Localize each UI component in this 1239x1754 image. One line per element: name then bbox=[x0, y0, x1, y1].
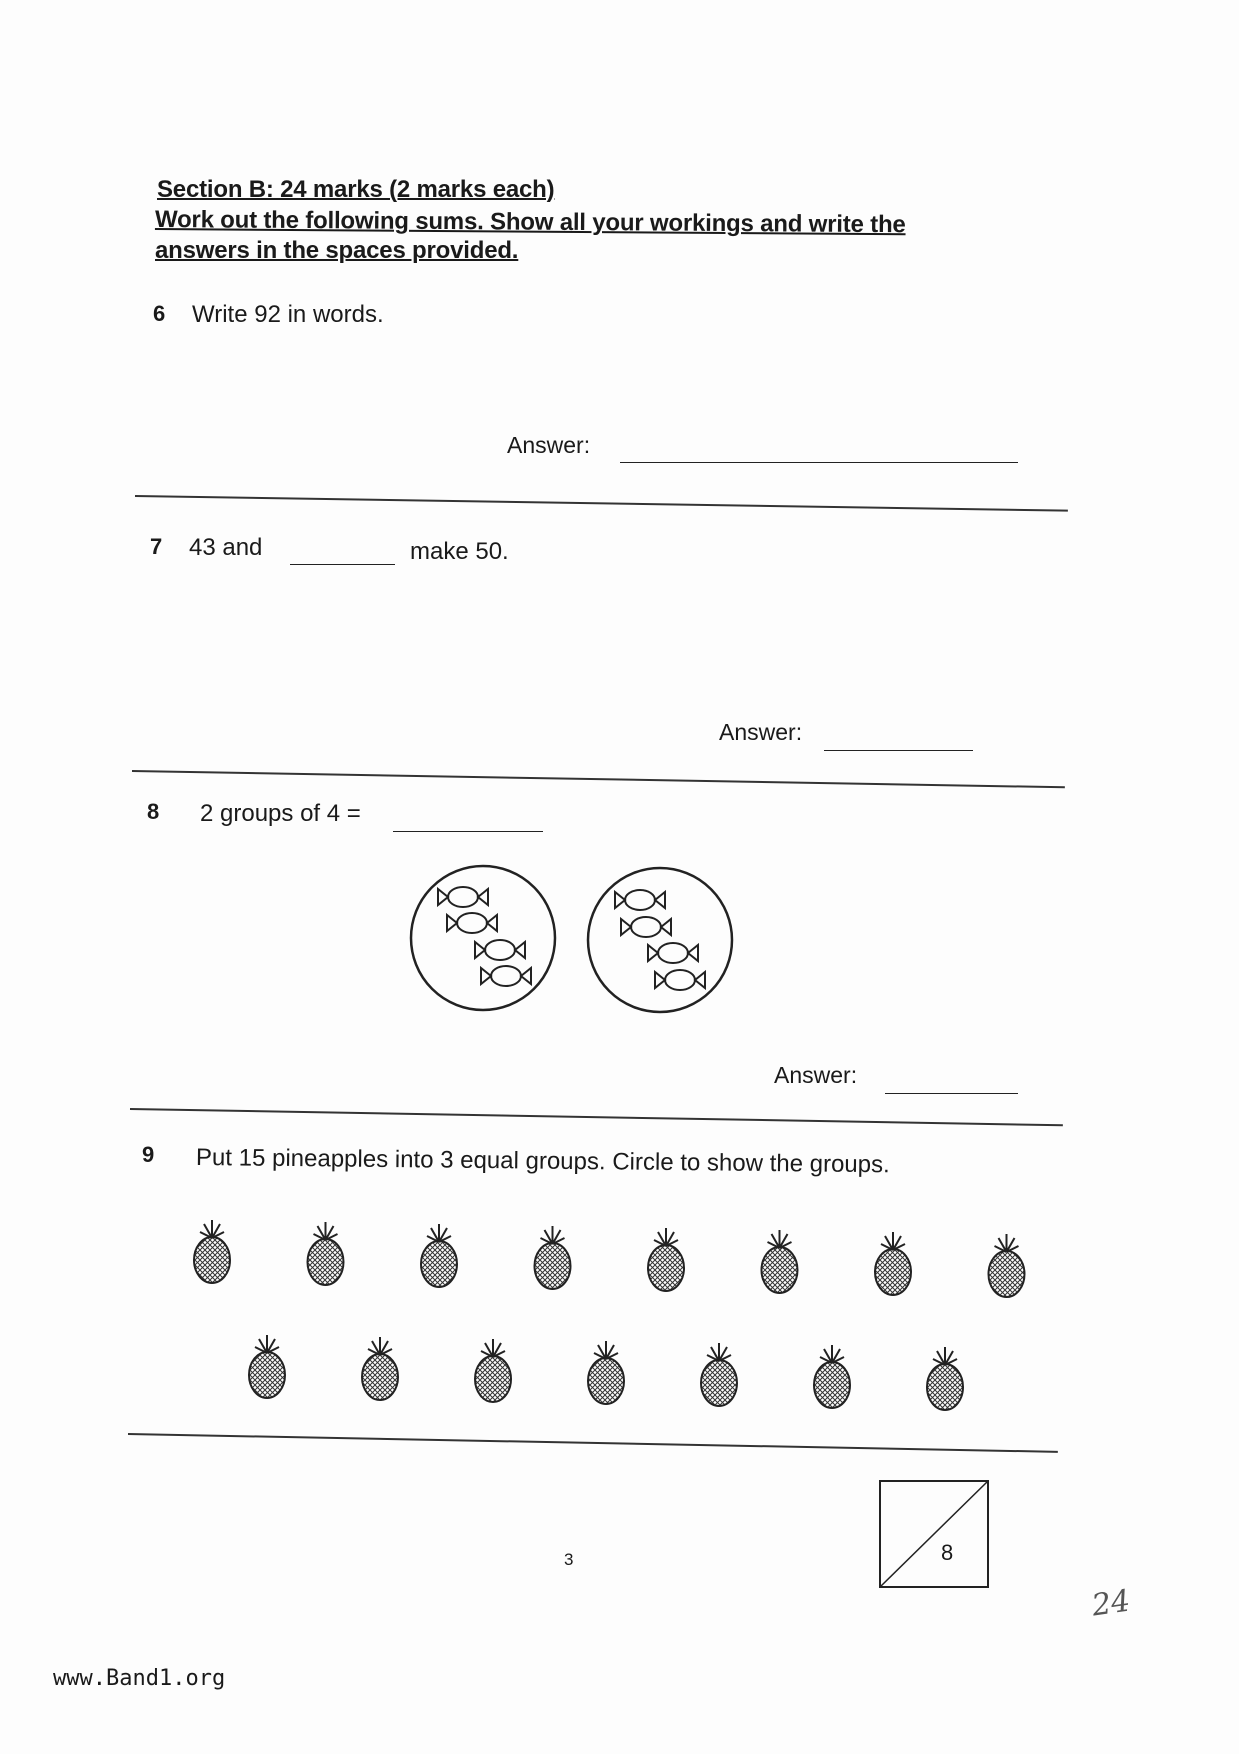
question-7-inline-blank[interactable] bbox=[290, 564, 395, 565]
question-8-inline-blank[interactable] bbox=[393, 831, 543, 832]
pineapple[interactable] bbox=[989, 1234, 1025, 1297]
pineapple[interactable] bbox=[701, 1343, 737, 1406]
question-8-answer-label: Answer: bbox=[774, 1062, 858, 1088]
score-box-total: 8 bbox=[941, 1540, 954, 1565]
pineapple[interactable] bbox=[308, 1222, 344, 1285]
pineapple[interactable] bbox=[762, 1230, 798, 1293]
question-7-text-before: 43 and bbox=[189, 534, 263, 561]
pineapple[interactable] bbox=[194, 1220, 230, 1283]
section-instruction-line1: Work out the following sums. Show all your workings and write the bbox=[154, 206, 906, 239]
question-6-answer-line[interactable] bbox=[620, 462, 1018, 463]
pineapple[interactable] bbox=[421, 1224, 457, 1287]
pineapple[interactable] bbox=[362, 1337, 398, 1400]
sweets-group-1 bbox=[411, 866, 555, 1010]
question-8-answer-line[interactable] bbox=[885, 1093, 1018, 1094]
pineapple[interactable] bbox=[535, 1226, 571, 1289]
pineapple[interactable] bbox=[814, 1345, 850, 1408]
score-box bbox=[879, 1480, 989, 1588]
divider bbox=[132, 770, 1065, 788]
sweets-groups-illustration bbox=[400, 855, 750, 1025]
footer-website: www.Band1.org bbox=[53, 1666, 226, 1691]
section-instruction-line2: answers in the spaces provided. bbox=[155, 237, 519, 264]
divider bbox=[128, 1433, 1058, 1453]
section-title: Section B: 24 marks (2 marks each) bbox=[157, 176, 555, 203]
question-8-text: 2 groups of 4 = bbox=[200, 800, 361, 827]
pineapple[interactable] bbox=[927, 1347, 963, 1410]
pineapple[interactable] bbox=[249, 1335, 285, 1398]
divider bbox=[135, 495, 1068, 512]
question-7-number: 7 bbox=[150, 534, 163, 559]
question-7-text-after: make 50. bbox=[410, 538, 509, 565]
pineapple[interactable] bbox=[875, 1232, 911, 1295]
question-8-number: 8 bbox=[147, 799, 160, 824]
pineapple[interactable] bbox=[475, 1339, 511, 1402]
question-9-number: 9 bbox=[142, 1142, 155, 1167]
page-number: 3 bbox=[564, 1550, 574, 1569]
score-box-diagonal bbox=[881, 1482, 987, 1586]
divider bbox=[130, 1108, 1063, 1126]
pineapple[interactable] bbox=[588, 1341, 624, 1404]
question-6-number: 6 bbox=[153, 301, 166, 326]
question-7-answer-line[interactable] bbox=[824, 750, 973, 751]
sweets-group-2 bbox=[588, 868, 732, 1012]
question-7-answer-label: Answer: bbox=[719, 719, 803, 745]
question-6-answer-label: Answer: bbox=[507, 432, 591, 458]
question-9-text: Put 15 pineapples into 3 equal groups. Circle to show the groups. bbox=[195, 1144, 890, 1179]
pineapples-illustration[interactable] bbox=[0, 1190, 1239, 1420]
pineapple[interactable] bbox=[648, 1228, 684, 1291]
handwritten-mark: 24 bbox=[1089, 1583, 1133, 1624]
question-6-text: Write 92 in words. bbox=[192, 301, 384, 328]
